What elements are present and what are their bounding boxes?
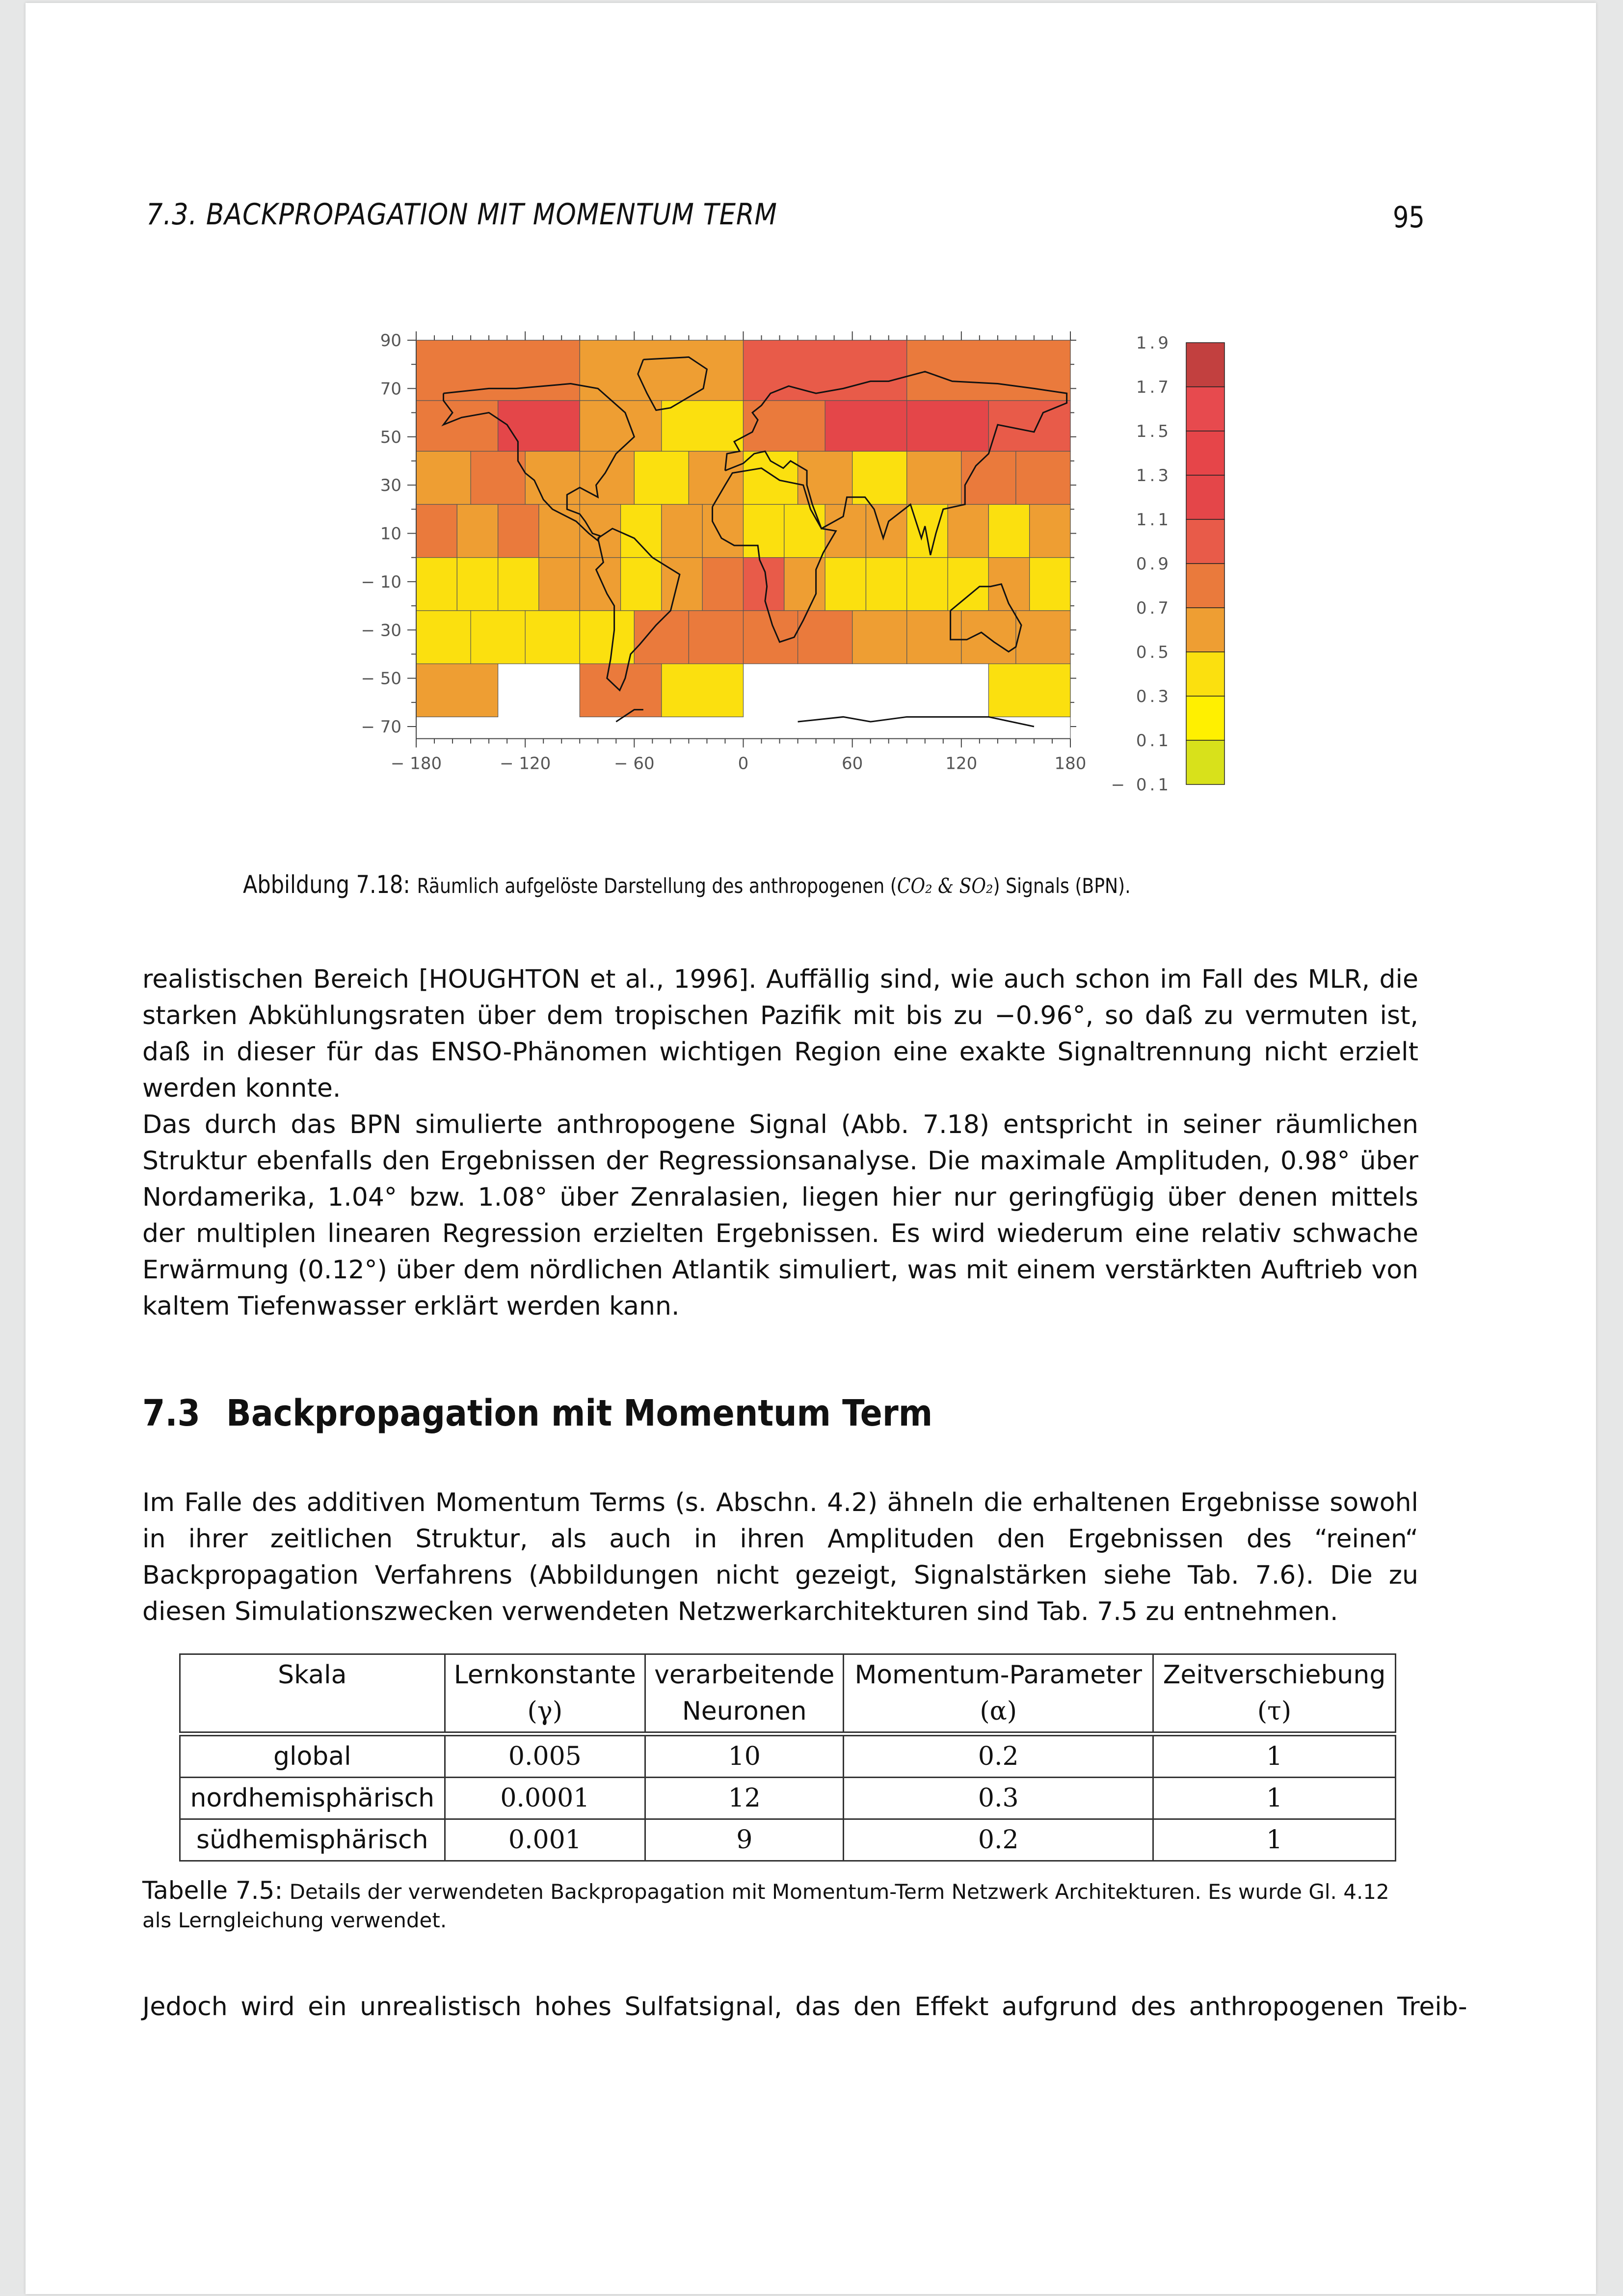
heatmap-cell — [689, 451, 743, 504]
colorbar-swatch — [1186, 564, 1224, 608]
heatmap-cell — [744, 451, 798, 504]
x-tick-label: 60 — [842, 754, 863, 774]
column-header: Lernkonstante (γ) — [445, 1654, 645, 1734]
figure-caption-text: Räumlich aufgelöste Darstellung des anthropogenen ( — [417, 874, 897, 898]
x-tick-label: − 120 — [500, 754, 551, 774]
heatmap-cell — [988, 504, 1029, 557]
x-tick-label: 120 — [945, 754, 978, 774]
body-paragraph-2 — [142, 1107, 1418, 1324]
heatmap-cell — [798, 611, 852, 664]
paragraph: Im Falle des additiven Momentum Terms (s. Abschn. 4.2) ähneln die erhaltenen Ergebnisse sowohl in ihrer zeitlichen Struktur, als auch in ihren Amplituden den Ergebnissen des “reinen“ Backpropagation Verfahrens (Abbildungen nicht gezeigt, Signalstärken siehe Tab. 7.6). Die zu diesen Simulationszwecken verwendeten Netzwerkarchitekturen sind Tab. 7.5 zu entnehmen. — [142, 1488, 1418, 1626]
section-heading — [142, 1392, 932, 1434]
colorbar-swatch — [1186, 608, 1224, 652]
heatmap-cell — [825, 558, 866, 611]
heatmap-cell — [662, 664, 744, 717]
table-cell: 0.005 — [445, 1734, 645, 1778]
heatmap-cell — [525, 451, 580, 504]
column-header: Skala — [180, 1654, 445, 1734]
table-cell: 0.0001 — [445, 1778, 645, 1819]
y-tick-label: − 10 — [361, 572, 401, 592]
column-header: Momentum-Parameter (α) — [844, 1654, 1153, 1734]
table-cell: südhemisphärisch — [180, 1819, 445, 1861]
x-tick-label: 0 — [738, 754, 749, 774]
table-row — [180, 1819, 1396, 1861]
page-number: 95 — [1393, 200, 1425, 235]
figure-caption-end: ) Signals (BPN). — [993, 874, 1131, 898]
colorbar-swatch — [1186, 387, 1224, 431]
colorbar-tick-label: 1.3 — [1136, 466, 1171, 486]
y-tick-label: − 70 — [361, 717, 401, 737]
heatmap-cell — [852, 611, 907, 664]
heatmap-cell — [907, 451, 961, 504]
table-cell: 1 — [1153, 1778, 1396, 1819]
coastline — [798, 717, 1034, 727]
heatmap-cell — [662, 401, 744, 451]
figure-caption — [243, 870, 1131, 899]
y-tick-label: 30 — [380, 476, 401, 496]
heatmap-cell — [580, 664, 662, 717]
table-caption-text: Details der verwendeten Backpropagation mit Momentum-Term Netzwerk Architekturen. Es wurde Gl. 4.12 als Lerngleichung verwendet. — [142, 1880, 1389, 1932]
heatmap-cell — [416, 611, 471, 664]
colorbar-swatch — [1186, 519, 1224, 564]
heatmap-chart — [344, 324, 1276, 795]
table-row — [180, 1734, 1396, 1778]
heatmap-cell — [498, 558, 539, 611]
heatmap-cell — [907, 611, 961, 664]
heatmap-cell — [907, 340, 1070, 401]
heatmap-cell — [580, 340, 743, 401]
table-cell: 0.2 — [844, 1734, 1153, 1778]
colorbar-tick-label: 0.9 — [1136, 554, 1171, 574]
heatmap-cell — [634, 611, 689, 664]
colorbar-tick-label: 0.1 — [1136, 731, 1171, 751]
heatmap-cell — [784, 558, 825, 611]
body-paragraph-continued: Jedoch wird ein unrealistisch hohes Sulfatsignal, das den Effekt aufgrund des anthropogenen Treib- — [142, 1992, 1467, 2022]
colorbar-tick-label: 1.9 — [1136, 333, 1171, 353]
table-cell: 0.001 — [445, 1819, 645, 1861]
paragraph: realistischen Bereich [HOUGHTON et al., 1996]. Auffällig sind, wie auch schon im Fall des MLR, die starken Abkühlungsraten über dem tropischen Pazifik mit bis zu −0.96°, so daß zu vermuten ist, daß in dieser für das ENSO-Phänomen wichtigen Region eine exakte Signaltrennung nicht erzielt werden konnte. — [142, 965, 1418, 1103]
paragraph: Das durch das BPN simulierte anthropogene Signal (Abb. 7.18) entspricht in seiner räumlichen Struktur ebenfalls den Ergebnissen der Regressionsanalyse. Die maximale Amplituden, 0.98° über Nordamerika, 1.04° bzw. 1.08° über Zenralasien, liegen hier nur geringfügig über denen mittels der multiplen linearen Regression erzielten Ergebnissen. Es wird wiederum eine relativ schwache Erwärmung (0.12°) über dem nördlichen Atlantik simuliert, was mit einem verstärkten Auftrieb von kaltem Tiefenwasser erklärt werden kann. — [142, 1110, 1418, 1321]
table-cell: nordhemisphärisch — [180, 1778, 445, 1819]
heatmap-cell — [1030, 504, 1070, 557]
heatmap-cell — [784, 504, 825, 557]
heatmap-cell — [416, 664, 498, 717]
section-title: Backpropagation mit Momentum Term — [226, 1392, 933, 1434]
colorbar-swatch — [1186, 343, 1224, 387]
heatmap-cell — [948, 504, 988, 557]
x-tick-label: − 60 — [614, 754, 655, 774]
heatmap-cell — [702, 558, 743, 611]
heatmap-cell — [689, 611, 743, 664]
colorbar-swatch — [1186, 475, 1224, 519]
heatmap-cell — [1016, 611, 1070, 664]
heatmap-cell — [744, 504, 784, 557]
colorbar-swatch — [1186, 431, 1224, 475]
x-tick-label: 180 — [1054, 754, 1087, 774]
column-header: verarbeitende Neuronen — [645, 1654, 844, 1734]
heatmap-cell — [1030, 558, 1070, 611]
table-cell: 1 — [1153, 1734, 1396, 1778]
heatmap-cell — [416, 451, 471, 504]
table-row — [180, 1778, 1396, 1819]
heatmap-cell — [662, 504, 702, 557]
body-paragraph-1 — [142, 961, 1418, 1107]
heatmap-cell — [498, 504, 539, 557]
heatmap-cell — [416, 558, 457, 611]
heatmap-cell — [416, 504, 457, 557]
heatmap-cell — [634, 451, 689, 504]
heatmap-cell — [744, 558, 784, 611]
table-cell: 1 — [1153, 1819, 1396, 1861]
heatmap-cell — [416, 401, 498, 451]
table-caption — [142, 1876, 1418, 1935]
heatmap-cell — [621, 558, 662, 611]
heatmap-cell — [988, 664, 1070, 717]
heatmap-cell — [825, 401, 907, 451]
heatmap-cell — [1016, 451, 1070, 504]
figure-caption-label: Abbildung 7.18: — [243, 870, 410, 899]
table-cell: 9 — [645, 1819, 844, 1861]
heatmap-cell — [866, 558, 906, 611]
heatmap-cell — [457, 558, 498, 611]
figure-caption-math: CO₂ & SO₂ — [897, 874, 993, 898]
y-tick-label: − 30 — [361, 621, 401, 641]
y-tick-label: 90 — [380, 331, 401, 351]
table-cell: 0.2 — [844, 1819, 1153, 1861]
network-parameters-table — [179, 1653, 1396, 1862]
y-tick-label: 70 — [380, 379, 401, 399]
colorbar-tick-label: 0.5 — [1136, 643, 1171, 662]
heatmap-cell — [457, 504, 498, 557]
colorbar-swatch — [1186, 740, 1224, 784]
table-cell: 0.3 — [844, 1778, 1153, 1819]
heatmap-cell — [471, 451, 525, 504]
section-paragraph — [142, 1485, 1418, 1630]
colorbar-tick-label: 1.1 — [1136, 510, 1171, 530]
y-tick-label: 10 — [380, 524, 401, 544]
heatmap-cell — [948, 558, 988, 611]
colorbar — [1111, 333, 1224, 795]
figure-7-18 — [344, 324, 1276, 795]
x-tick-label: − 180 — [390, 754, 442, 774]
column-header: Zeitverschiebung (τ) — [1153, 1654, 1396, 1734]
heatmap-cell — [907, 558, 948, 611]
heatmap-cell — [525, 611, 580, 664]
heatmap-cell — [580, 611, 634, 664]
table-cell: 10 — [645, 1734, 844, 1778]
colorbar-tick-label: 1.5 — [1136, 422, 1171, 441]
colorbar-tick-label: − 0.1 — [1111, 775, 1171, 795]
heatmap-cell — [621, 504, 662, 557]
y-tick-label: − 50 — [361, 669, 401, 689]
colorbar-swatch — [1186, 652, 1224, 696]
heatmap-cell — [580, 451, 634, 504]
colorbar-tick-label: 0.7 — [1136, 598, 1171, 618]
table-cell: 12 — [645, 1778, 844, 1819]
heatmap-cells — [416, 340, 1070, 717]
table-header-row — [180, 1654, 1396, 1734]
heatmap-cell — [471, 611, 525, 664]
y-tick-label: 50 — [380, 427, 401, 447]
heatmap-cell — [907, 401, 989, 451]
section-number: 7.3 — [142, 1392, 200, 1434]
colorbar-swatch — [1186, 696, 1224, 740]
heatmap-cell — [702, 504, 743, 557]
running-head: 7.3. BACKPROPAGATION MIT MOMENTUM TERM — [146, 197, 777, 232]
colorbar-tick-label: 0.3 — [1136, 687, 1171, 706]
colorbar-tick-label: 1.7 — [1136, 378, 1171, 397]
table-cell: global — [180, 1734, 445, 1778]
heatmap-cell — [416, 340, 580, 401]
table-caption-label: Tabelle 7.5: — [142, 1876, 283, 1905]
heatmap-cell — [539, 558, 580, 611]
heatmap-cell — [662, 558, 702, 611]
heatmap-cell — [825, 504, 866, 557]
heatmap-cell — [498, 401, 580, 451]
